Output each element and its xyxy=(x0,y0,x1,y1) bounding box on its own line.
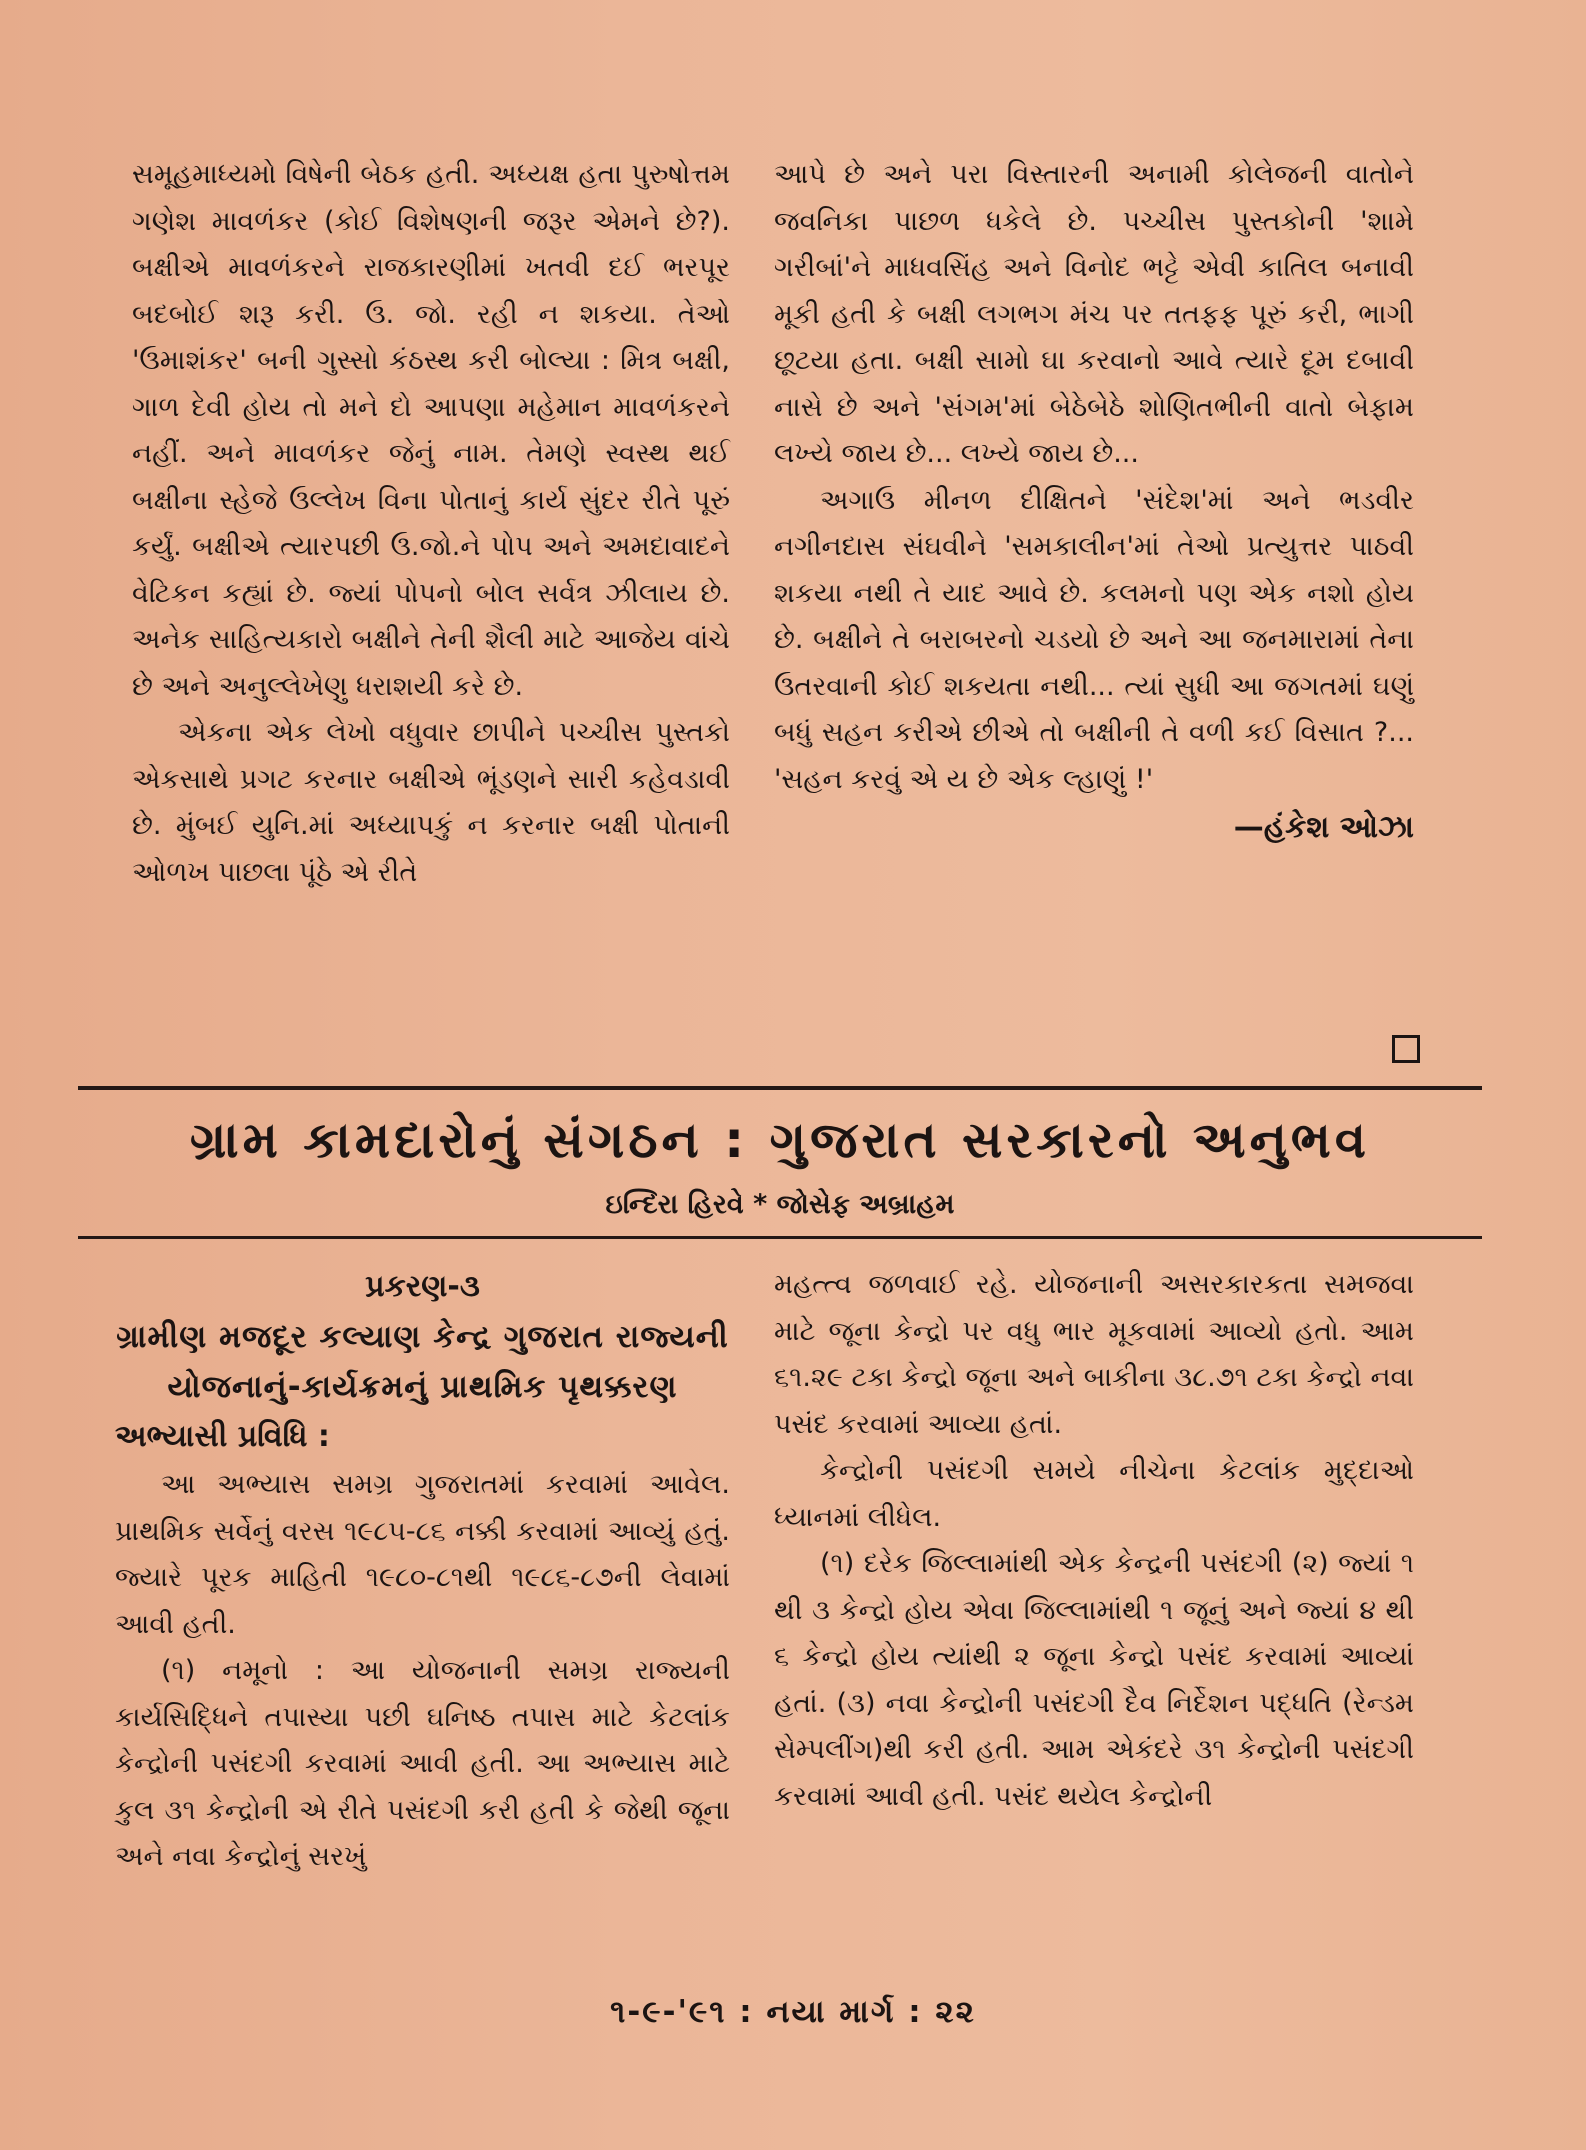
end-of-article-mark xyxy=(1392,1035,1420,1063)
article-authors: ઇન્દિરા હિરવે * જોસેફ અબ્રાહમ xyxy=(605,1189,955,1220)
chapter-label: પ્રકરણ-૩ xyxy=(365,1269,480,1304)
chapter-title: ગ્રામીણ મજદૂર કલ્યાણ કેન્દ્ર ગુજરાત રાજ્યની યોજનાનું-કાર્યક્રમનું પ્રાથમિક પૃથક્કરણ xyxy=(116,1319,729,1405)
paragraph: મહત્ત્વ જળવાઈ રહે. યોજનાની અસરકારકતા સમજવા માટે જૂના કેન્દ્રો પર વધુ ભાર મૂકવામાં આવ્યો હતો. આમ ૬૧.૨૯ ટકા કેન્દ્રો જૂના અને બાકીના ૩૮.૭૧ ટકા કેન્દ્રો નવા પસંદ કરવામાં આવ્યા હતાં. xyxy=(774,1269,1414,1440)
paragraph: (૧) નમૂનો : આ યોજનાની સમગ્ર રાજ્યની કાર્યસિદ્ધિને તપાસ્યા પછી ઘનિષ્ઠ તપાસ માટે કેટલાંક કેન્દ્રોની પસંદગી કરવામાં આવી હતી. આ અભ્યાસ માટે કુલ ૩૧ કેન્દ્રોની એ રીતે પસંદગી કરી હતી કે જેથી જૂના અને નવા કેન્દ્રોનું સરખું xyxy=(115,1655,730,1872)
paragraph: સમૂહમાધ્યમો વિષેની બેઠક હતી. અધ્યક્ષ હતા પુરુષોત્તમ ગણેશ માવળંકર (કોઈ વિશેષણની જરૂર એમને છે?). બક્ષીએ માવળંકરને રાજકારણીમાં ખતવી દઈ ભરપૂર બદબોઈ શરૂ કરી. ઉ. જો. રહી ન શકયા. તેઓ 'ઉમાશંકર' બની ગુસ્સો કંઠસ્થ કરી બોલ્યા : મિત્ર બક્ષી, ગાળ દેવી હોય તો મને દો આપણા મહેમાન માવળંકરને નહીં. અને માવળંકર જેનું નામ. તેમણે સ્વસ્થ થઈ બક્ષીના સ્હેજે ઉલ્લેખ વિના પોતાનું કાર્ય સુંદર રીતે પૂરું કર્યું. બક્ષીએ ત્યારપછી ઉ.જો.ને પોપ અને અમદાવાદને વેટિકન કહ્યાં છે. જ્યાં પોપનો બોલ સર્વત્ર ઝીલાય છે. અનેક સાહિત્યકારો બક્ષીને તેની શૈલી માટે આજેય વાંચે છે અને અનુલ્લેખેણુ ધરાશયી કરે છે. xyxy=(132,159,730,702)
paragraph: આ અભ્યાસ સમગ્ર ગુજરાતમાં કરવામાં આવેલ. પ્રાથમિક સર્વેનું વરસ ૧૯૮૫-૮૬ નક્કી કરવામાં આવ્યું હતું. જ્યારે પૂરક માહિતી ૧૯૮૦-૮૧થી ૧૯૮૬-૮૭ની લેવામાં આવી હતી. xyxy=(115,1469,730,1640)
paragraph: (૧) દરેક જિલ્લામાંથી એક કેન્દ્રની પસંદગી (૨) જ્યાં ૧ થી ૩ કેન્દ્રો હોય એવા જિલ્લામાંથી ૧ જૂનું અને જ્યાં ૪ થી ૬ કેન્દ્રો હોય ત્યાંથી ૨ જૂના કેન્દ્રો પસંદ કરવામાં આવ્યાં હતાં. (૩) નવા કેન્દ્રોની પસંદગી દૈવ નિર્દેશન પદ્ધતિ (રેન્ડમ સેમ્પલીંગ)થી કરી હતી. આમ એકંદરે ૩૧ કેન્દ્રોની પસંદગી કરવામાં આવી હતી. પસંદ થયેલ કેન્દ્રોની xyxy=(774,1548,1414,1812)
article-left-column xyxy=(115,1262,730,1881)
top-article-left-column xyxy=(132,152,730,896)
article-headline: ગ્રામ કામદારોનું સંગઠન : ગુજરાત સરકારનો અનુભવ xyxy=(189,1111,1371,1169)
paragraph: કેન્દ્રોની પસંદગી સમયે નીચેના કેટલાંક મુદ્દાઓ ધ્યાનમાં લીધેલ. xyxy=(774,1455,1414,1533)
section-divider xyxy=(78,1086,1482,1090)
section-heading: અભ્યાસી પ્રવિધિ : xyxy=(115,1419,330,1454)
paragraph: એકના એક લેખો વધુવાર છાપીને પચ્ચીસ પુસ્તકો એકસાથે પ્રગટ કરનાર બક્ષીએ ભૂંડણને સારી કહેવડાવી છે. મુંબઈ યુનિ.માં અધ્યાપકું ન કરનાર બક્ષી પોતાની ઓળખ પાછલા પૂંઠે એ રીતે xyxy=(132,717,730,888)
paragraph: અગાઉ મીનળ દીક્ષિતને 'સંદેશ'માં અને ભડવીર નગીનદાસ સંઘવીને 'સમકાલીન'માં તેઓ પ્રત્યુત્તર પાઠવી શકયા નથી તે યાદ આવે છે. કલમનો પણ એક નશો હોય છે. બક્ષીને તે બરાબરનો ચડયો છે અને આ જનમારામાં તેના ઉતરવાની કોઈ શકયતા નથી... ત્યાં સુધી આ જગતમાં ઘણું બધું સહન કરીએ છીએ તો બક્ષીની તે વળી કઈ વિસાત ?... 'સહન કરવું એ ય છે એક લ્હાણું !' xyxy=(774,484,1414,795)
article-right-column xyxy=(774,1262,1414,1820)
top-article-right-column xyxy=(774,152,1414,853)
section-divider xyxy=(78,1236,1482,1239)
paragraph: આપે છે અને પરા વિસ્તારની અનામી કોલેજની વાતોને જવનિકા પાછળ ધકેલે છે. પચ્ચીસ પુસ્તકોની 'શામે ગરીબાં'ને માધવસિંહ અને વિનોદ ભટ્ટે એવી કાતિલ બનાવી મૂકી હતી કે બક્ષી લગભગ મંચ પર તતફફ પૂરું કરી, ભાગી છૂટયા હતા. બક્ષી સામો ઘા કરવાનો આવે ત્યારે દૂમ દબાવી નાસે છે અને 'સંગમ'માં બેઠેબેઠે શોણિતભીની વાતો બેફામ લખ્યે જાય છે... લખ્યે જાય છે... xyxy=(774,159,1414,469)
page-footer: ૧-૯-'૯૧ : નયા માર્ગ : ૨૨ xyxy=(610,1994,976,2030)
author-byline: —હંકેશ ઓઝા xyxy=(1233,810,1414,845)
